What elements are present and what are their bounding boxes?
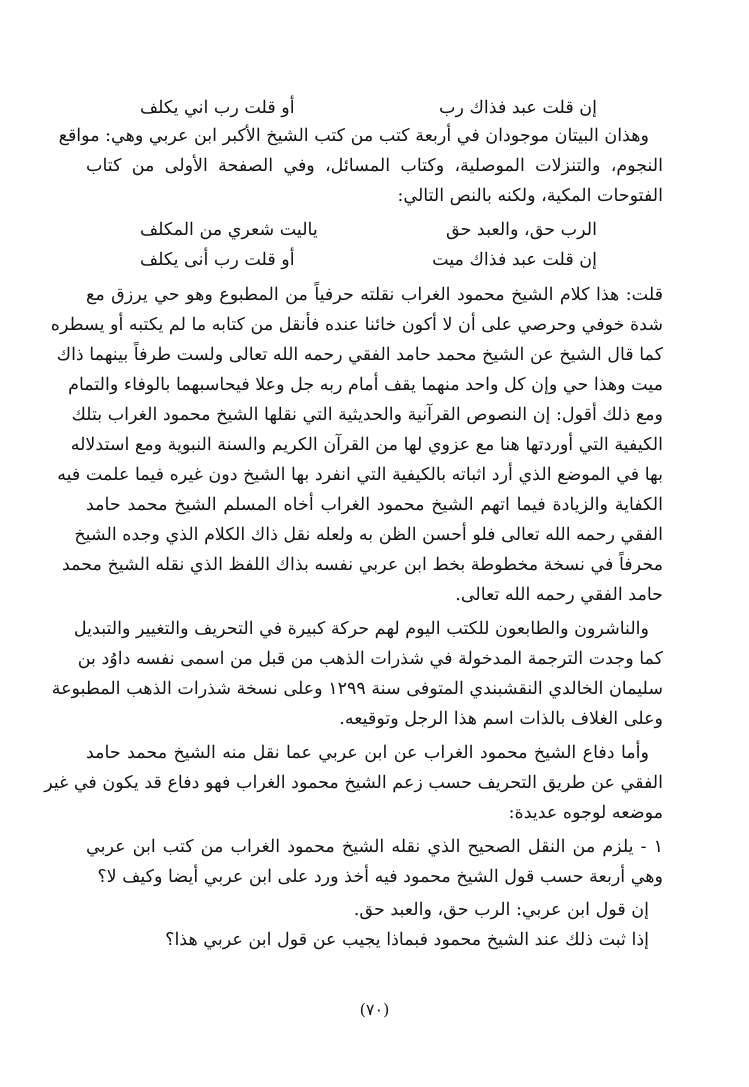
para5-line: ١ - يلزم من النقل الصحيح الذي نقله الشيخ محمود الغراب من كتب ابن عربي xyxy=(86,837,663,857)
para3-line: كما وجدت الترجمة المدخولة في شذرات الذهب من قبل من اسمى نفسه داوُد بن xyxy=(77,649,663,669)
para4-line: الفقي عن طريق التحريف حسب زعم الشيخ محمود الغراب فهو دفاع قد يكون في غير xyxy=(44,773,663,793)
para1-line: الفتوحات المكية، ولكنه بالنص التالي: xyxy=(397,186,663,206)
para2-line: الكيفية التي أوردتها هنا مع عزوي لها من القرآن الكريم والسنة النبوية ومع استدلاله xyxy=(70,435,663,455)
para2-line: الفقي رحمه الله تعالى فلو أحسن الظن به ولعله نقل ذاك الكلام الذي وجده الشيخ xyxy=(74,525,663,545)
para1-line: وهذان البيتان موجودان في أربعة كتب من كتب الشيخ الأكبر ابن عربي وهي: مواقع xyxy=(58,126,649,146)
para3-line: سليمان الخالدي النقشبندي المتوفى سنة ١٢٩٩ وعلى نسخة شذرات الذهب المطبوعة xyxy=(51,679,663,699)
para2-line: ومع ذلك أقول: إن النصوص القرآنية والحديثية التي نقلها الشيخ محمود الغراب بتلك xyxy=(71,405,663,425)
para5-line: وهي أربعة حسب قول الشيخ محمود فيه أخذ ورد على ابن عربي أيضا وكيف لا؟ xyxy=(97,867,663,887)
verse-fut-left: أو قلت رب أنى يكلف xyxy=(140,250,295,270)
page-number: (٧٠) xyxy=(359,1000,390,1019)
para4-line: وأما دفاع الشيخ محمود الغراب عن ابن عربي عما نقل منه الشيخ محمد حامد xyxy=(86,743,649,763)
para2-line: الكفاية والزيادة فيما اتهم الشيخ محمود الغراب أخاه المسلم الشيخ محمد حامد xyxy=(86,495,663,515)
para2-line: محرفاً في نسخة مخطوطة بخط ابن عربي نفسه بذاك اللفظ الذي نقله الشيخ محمد xyxy=(61,555,663,575)
para6-line: إذا ثبت ذلك عند الشيخ محمود فبماذا يجيب عن قول ابن عربي هذا؟ xyxy=(165,930,649,950)
para2-line: ميت وهذا حي وإن كل واحد منهما يقف أمام ربه جل وعلا فيحاسبهما بالوفاء والتمام xyxy=(68,375,663,395)
para1-line: النجوم، والتنزلات الموصلية، وكتاب المسائل، وفي الصفحة الأولى من كتاب xyxy=(86,156,663,176)
verse-fut-left: ياليت شعري من المكلف xyxy=(140,220,318,240)
para2-line: حامد الفقي رحمه الله تعالى. xyxy=(455,585,663,605)
para3-line: والناشرون والطابعون للكتب اليوم لهم حركة كبيرة في التحريف والتغيير والتبديل xyxy=(73,619,649,639)
para2-line: بها في الموضع الذي أرد اثباته بالكيفية التي انفرد بها الشيخ دون غيره فيما علمت فيه xyxy=(57,465,663,485)
verse-top-right: إن قلت عبد فذاك رب xyxy=(439,98,597,118)
verse-fut-right: إن قلت عبد فذاك ميت xyxy=(432,250,597,270)
para2-line: كما قال الشيخ عن الشيخ محمد حامد الفقي رحمه الله تعالى ولست طرفاً بينهما ذاك xyxy=(56,345,663,365)
para6-line: إن قول ابن عربي: الرب حق، والعبد حق. xyxy=(353,900,649,920)
para2-line: شدة خوفي وحرصي على أن لا أكون خائنا عنده فأنقل من كتابه ما لم يكتبه أو يسطره xyxy=(50,315,663,335)
verse-top-left: أو قلت رب اني يكلف xyxy=(140,98,295,118)
para2-line: قلت: هذا كلام الشيخ محمود الغراب نقلته حرفياً من المطبوع وهو حي يرزق مع xyxy=(86,285,663,305)
para4-line: موضعه لوجوه عديدة: xyxy=(508,803,663,823)
verse-fut-right: الرب حق، والعبد حق xyxy=(445,220,597,240)
para3-line: وعلى الغلاف بالذات اسم هذا الرجل وتوقيعه. xyxy=(339,709,663,729)
